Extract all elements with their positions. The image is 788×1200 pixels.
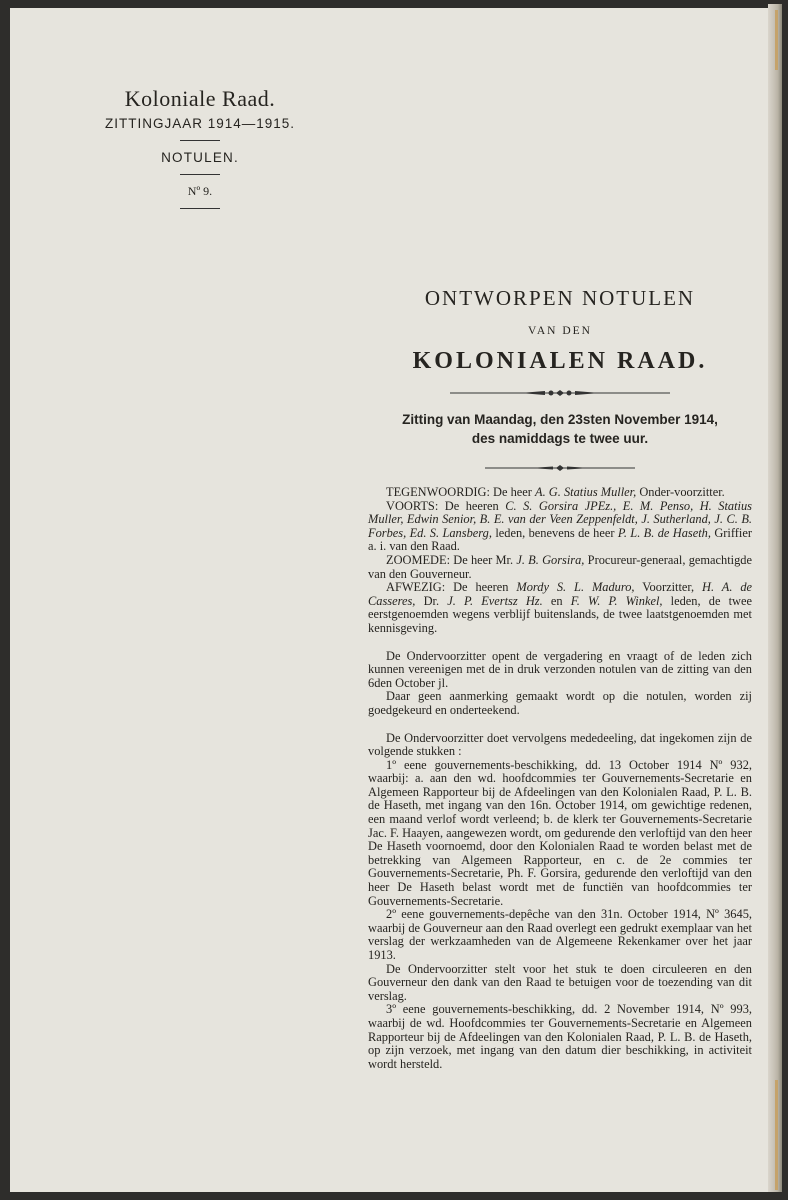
- paragraph: Daar geen aanmerking gemaakt wordt op die notulen, worden zij goedgekeurd en onderteekend.: [368, 689, 752, 717]
- paragraph: De Ondervoorzitter stelt voor het stuk te doen circuleeren en den Gouverneur den dank van den Raad te betuigen voor de toezending van dit verslag.: [368, 961, 752, 1003]
- title-line-1: ONTWORPEN NOTULEN: [424, 286, 696, 310]
- minutes-body: [368, 486, 752, 1071]
- attendance-likewise: ZOOMEDE: De heer Mr. J. B. Gorsira, Procureur-generaal, gemachtigde van den Gouverneur.: [368, 552, 752, 581]
- paragraph: 1º eene gouvernements-beschikking, dd. 13 October 1914 Nº 932, waarbij: a. aan den wd. hoofdcommies ter Gouvernements-Secretarie en Algemeen Rapporteur bij de Afdeelingen van den Kolonialen Raad, P. L. B. de Haseth, met ingang van den 16n. October 1914, om gewichtige redenen, een maand verlof wordt verleend; b. de klerk ter Gouvernements-Secretarie Jac. F. Haayen, aangewezen wordt, om gedurende den verloftijd van den heer De Haseth voornoemd, door den Kolonialen Raad te worden belast met de betrekking van Algemeen Rapporteur, en c. de 2e commies ter Gouvernements-Secretarie, Ph. F. Gorsira, gedurende den verloftijd van den heer De Haseth belast wordt met de functiën van hoofdcommies ter Gouvernements-Secretarie.: [368, 757, 752, 908]
- paragraph: De Ondervoorzitter opent de vergadering en vraagt of de leden zich kunnen vereenigen met de in druk verzonden notulen van de zitting van den 6den October jl.: [368, 648, 752, 690]
- ornament-icon: [485, 464, 635, 472]
- divider: [180, 174, 220, 175]
- paragraph: De Ondervoorzitter doet vervolgens mededeeling, dat ingekomen zijn de volgende stukken :: [368, 730, 752, 759]
- session-line-1: Zitting van Maandag, den 23sten November 1914,: [402, 412, 718, 427]
- session-year: ZITTINGJAAR 1914—1915.: [104, 116, 296, 131]
- page-edge: [768, 4, 782, 1192]
- paragraph: 3º eene gouvernements-beschikking, dd. 2 November 1914, Nº 993, waarbij de wd. Hoofdcommies ter Gouvernements-Secretarie en Algemeen Rapporteur bij de Afdeelingen van den Kolonialen Raad, P. L. B. de Haseth, op zijn verzoek, met ingang van den datum dier beschikking, in activiteit wordt hersteld.: [368, 1002, 752, 1071]
- divider: [180, 140, 220, 141]
- attendance-absent: AFWEZIG: De heeren Mordy S. L. Maduro, Voorzitter, H. A. de Casseres, Dr. J. P. Evertsz Hz. en F. W. P. Winkel, leden, de twee eerstgenoemden wegens verblijf buitenslands, de twee laatstgenoemden met kennisgeving.: [368, 580, 753, 635]
- divider: [180, 208, 220, 209]
- council-name: Koloniale Raad.: [124, 86, 276, 111]
- ornament-icon: [450, 389, 670, 397]
- header-block: [100, 86, 300, 218]
- session-line-2: des namiddags te twee uur.: [471, 431, 649, 446]
- document-number: Nº 9.: [187, 184, 213, 198]
- page-edge-mark-lower: [775, 1080, 778, 1190]
- ornament-rule: [368, 384, 752, 402]
- page-edge-mark: [775, 10, 778, 70]
- attendance-also: VOORTS: De heeren C. S. Gorsira JPEz., E. M. Penso, H. Statius Muller, Edwin Senior, B. E. van der Veen Zeppenfeldt, J. Sutherland, J. C. B. Forbes, Ed. S. Lansberg, leden, benevens de heer P. L. B. de Haseth, Griffier a. i. van den Raad.: [368, 498, 752, 554]
- notulen-label: NOTULEN.: [161, 150, 239, 165]
- ornament-rule-small: [368, 459, 752, 477]
- title-line-3: KOLONIALEN RAAD.: [412, 348, 708, 374]
- title-line-2: VAN DEN: [528, 325, 592, 337]
- paragraph: 2º eene gouvernements-depêche van den 31n. October 1914, Nº 3645, waarbij de Gouverneur aan den Raad overlegt een gedrukt exemplaar van het verslag der werkzaamheden van de Algemeene Rekenkamer over het jaar 1913.: [368, 907, 752, 962]
- attendance-present: TEGENWOORDIG: De heer A. G. Statius Muller, Onder-voorzitter.: [386, 485, 725, 499]
- session-heading: [368, 410, 752, 448]
